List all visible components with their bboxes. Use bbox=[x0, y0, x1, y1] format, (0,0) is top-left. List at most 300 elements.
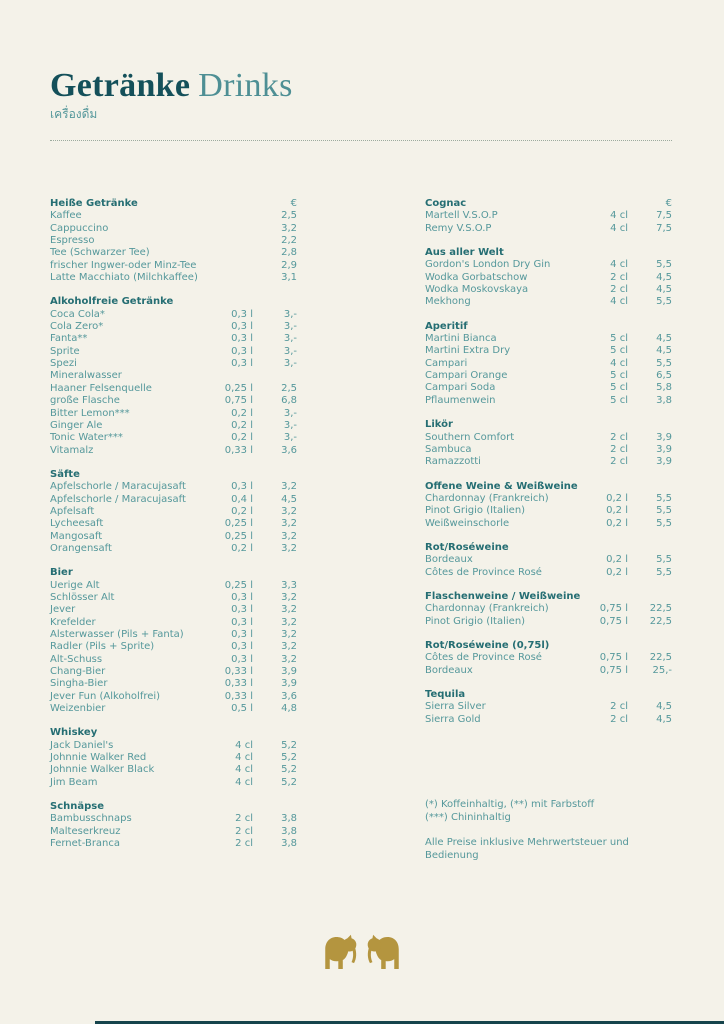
section-title: Säfte bbox=[50, 468, 80, 480]
item-name: Southern Comfort bbox=[425, 431, 515, 443]
menu-item-row bbox=[425, 701, 672, 713]
item-quantity: 2 cl bbox=[610, 701, 628, 713]
menu-section bbox=[50, 469, 297, 555]
item-name: Malteserkreuz bbox=[50, 825, 121, 837]
item-quantity: 5 cl bbox=[610, 333, 628, 345]
menu-item-row bbox=[50, 518, 297, 530]
item-price: 3,- bbox=[283, 308, 297, 320]
item-quantity: 0,3 l bbox=[231, 308, 253, 320]
currency-header bbox=[253, 567, 297, 579]
item-name: Côtes de Province Rosé bbox=[425, 566, 542, 578]
item-name: Fanta** bbox=[50, 333, 88, 345]
item-price: 6,8 bbox=[281, 395, 297, 407]
menu-item-row bbox=[50, 333, 297, 345]
item-name: Singha-Bier bbox=[50, 678, 108, 690]
menu-item-row bbox=[425, 603, 672, 615]
footnote-line: (***) Chininhaltig bbox=[425, 812, 511, 824]
item-quantity bbox=[574, 198, 628, 210]
item-quantity bbox=[574, 689, 628, 701]
menu-item-row bbox=[425, 554, 672, 566]
price-note: Alle Preise inklusive Mehrwertsteuer und Bedienung bbox=[425, 837, 629, 862]
menu-item-row bbox=[50, 604, 297, 616]
item-price: 3,2 bbox=[281, 518, 297, 530]
item-name: Pinot Grigio (Italien) bbox=[425, 615, 526, 627]
item-name: Radler (Pils + Sprite) bbox=[50, 641, 155, 653]
item-price: 3,- bbox=[283, 419, 297, 431]
menu-item-row bbox=[425, 382, 672, 394]
menu-item-row bbox=[50, 247, 297, 259]
item-quantity: 0,3 l bbox=[231, 333, 253, 345]
item-quantity: 0,2 l bbox=[606, 554, 628, 566]
section-title: Bier bbox=[50, 567, 73, 579]
section-header-row bbox=[425, 321, 672, 333]
item-name: Alsterwasser (Pils + Fanta) bbox=[50, 629, 184, 640]
menu-item-row bbox=[50, 543, 297, 555]
item-price: 3,2 bbox=[281, 481, 297, 493]
menu-item-row bbox=[50, 260, 297, 272]
item-name: Krefelder bbox=[50, 616, 96, 628]
item-name: Apfelschorle / Maracujasaft bbox=[50, 493, 186, 505]
item-name: frischer Ingwer-oder Minz-Tee bbox=[50, 259, 197, 271]
item-name: Campari Orange bbox=[425, 370, 508, 382]
item-name: Sierra Gold bbox=[425, 713, 481, 725]
item-quantity: 5 cl bbox=[610, 345, 628, 357]
section-title: Aperitif bbox=[425, 320, 468, 332]
menu-item-row bbox=[50, 813, 297, 825]
menu-item-row bbox=[50, 580, 297, 592]
menu-section bbox=[50, 198, 297, 284]
item-price: 6,5 bbox=[656, 370, 672, 382]
menu-header bbox=[50, 68, 672, 122]
item-quantity bbox=[199, 370, 253, 382]
item-price: 22,5 bbox=[649, 603, 672, 615]
currency-header bbox=[628, 247, 672, 259]
item-price: 3,2 bbox=[281, 591, 297, 603]
menu-column-right-sections bbox=[425, 198, 672, 726]
menu-column-right bbox=[425, 198, 672, 862]
item-name: Wodka Gorbatschow bbox=[425, 271, 528, 283]
item-name: Weißweinschorle bbox=[425, 517, 510, 529]
item-price: 5,5 bbox=[656, 492, 672, 504]
menu-section bbox=[425, 689, 672, 726]
item-name: Ginger Ale bbox=[50, 419, 103, 431]
item-quantity: 2 cl bbox=[610, 271, 628, 283]
menu-item-row bbox=[425, 432, 672, 444]
item-quantity: 0,25 l bbox=[224, 518, 253, 530]
menu-item-row bbox=[50, 826, 297, 838]
item-price: 5,5 bbox=[656, 517, 672, 529]
item-price: 3,2 bbox=[281, 222, 297, 234]
item-quantity: 0,75 l bbox=[599, 603, 628, 615]
item-name: Cola Zero* bbox=[50, 321, 104, 333]
item-quantity: 0,3 l bbox=[231, 641, 253, 653]
menu-item-row bbox=[425, 284, 672, 296]
menu-section bbox=[425, 640, 672, 677]
item-quantity: 0,75 l bbox=[599, 652, 628, 664]
section-header-row bbox=[425, 198, 672, 210]
item-name: Bitter Lemon*** bbox=[50, 407, 130, 419]
elephant-icon bbox=[365, 930, 401, 972]
item-quantity: 2 cl bbox=[610, 284, 628, 296]
item-name: Uerige Alt bbox=[50, 579, 100, 591]
item-price: 25,- bbox=[652, 664, 672, 676]
menu-item-row bbox=[50, 395, 297, 407]
menu-item-row bbox=[50, 432, 297, 444]
section-title: Tequila bbox=[425, 689, 466, 700]
menu-item-row bbox=[50, 531, 297, 543]
item-name: Sierra Silver bbox=[425, 701, 486, 713]
item-quantity: 0,3 l bbox=[231, 358, 253, 370]
item-quantity: 0,2 l bbox=[231, 419, 253, 431]
menu-item-row bbox=[50, 272, 297, 284]
item-quantity: 0,75 l bbox=[224, 395, 253, 407]
item-price: 3,2 bbox=[281, 653, 297, 665]
item-name: Jack Daniel's bbox=[50, 739, 114, 751]
item-quantity: 0,2 l bbox=[606, 505, 628, 517]
item-quantity: 2 cl bbox=[235, 825, 253, 837]
item-name: Mineralwasser bbox=[50, 370, 122, 382]
item-name: Sambuca bbox=[425, 443, 472, 455]
menu-item-row bbox=[50, 445, 297, 457]
menu-column-left bbox=[50, 198, 297, 863]
menu-item-row bbox=[50, 358, 297, 370]
section-header-row bbox=[50, 469, 297, 481]
item-price: 3,2 bbox=[281, 530, 297, 542]
menu-item-row bbox=[425, 652, 672, 664]
title-english: Drinks bbox=[198, 67, 293, 104]
item-name: Campari bbox=[425, 357, 468, 369]
item-price: 4,5 bbox=[656, 701, 672, 713]
item-price: 4,5 bbox=[656, 345, 672, 357]
item-quantity bbox=[199, 247, 253, 259]
item-name: Spezi bbox=[50, 358, 77, 370]
item-quantity: 4 cl bbox=[610, 259, 628, 271]
item-quantity: 0,33 l bbox=[224, 444, 253, 456]
menu-item-row bbox=[425, 259, 672, 271]
menu-item-row bbox=[50, 666, 297, 678]
item-quantity: 4 cl bbox=[610, 210, 628, 222]
item-name: Fernet-Branca bbox=[50, 838, 121, 850]
menu-item-row bbox=[425, 567, 672, 579]
section-header-row bbox=[425, 419, 672, 431]
item-quantity: 0,3 l bbox=[231, 604, 253, 616]
item-name: Martini Bianca bbox=[425, 333, 497, 345]
section-header-row bbox=[425, 542, 672, 554]
item-price: 3,6 bbox=[281, 690, 297, 702]
item-quantity bbox=[199, 727, 253, 739]
item-name: Lycheesaft bbox=[50, 518, 104, 530]
item-quantity: 0,3 l bbox=[231, 591, 253, 603]
item-price: 22,5 bbox=[649, 615, 672, 627]
menu-item-row bbox=[425, 223, 672, 235]
item-quantity bbox=[574, 321, 628, 333]
item-quantity: 0,2 l bbox=[606, 566, 628, 578]
item-price: 3,9 bbox=[656, 443, 672, 455]
section-title: Alkoholfreie Getränke bbox=[50, 296, 174, 308]
item-quantity: 0,2 l bbox=[231, 505, 253, 517]
item-name: Johnnie Walker Black bbox=[50, 764, 155, 776]
title-german: Getränke bbox=[50, 67, 191, 104]
item-quantity bbox=[199, 210, 253, 222]
item-name: Jever Fun (Alkoholfrei) bbox=[50, 690, 161, 702]
item-price: 22,5 bbox=[649, 652, 672, 664]
item-quantity: 4 cl bbox=[610, 222, 628, 234]
item-price: 4,5 bbox=[656, 284, 672, 296]
menu-item-row bbox=[50, 481, 297, 493]
item-price: 3,8 bbox=[281, 825, 297, 837]
item-quantity: 2 cl bbox=[610, 431, 628, 443]
item-name: Bambusschnaps bbox=[50, 813, 132, 825]
item-name: Cappuccino bbox=[50, 222, 109, 234]
currency-header bbox=[253, 801, 297, 813]
menu-item-row bbox=[50, 617, 297, 629]
item-quantity bbox=[580, 591, 631, 603]
footnotes bbox=[425, 798, 672, 824]
item-quantity: 4 cl bbox=[235, 764, 253, 776]
item-name: Wodka Moskovskaya bbox=[425, 284, 529, 296]
item-price: 3,3 bbox=[281, 579, 297, 591]
item-quantity: 0,3 l bbox=[231, 481, 253, 493]
item-price: 4,5 bbox=[281, 493, 297, 505]
item-price: 3,9 bbox=[656, 456, 672, 468]
menu-item-row bbox=[50, 838, 297, 850]
item-price: 5,5 bbox=[656, 566, 672, 578]
item-name: Mangosaft bbox=[50, 530, 103, 542]
menu-item-row bbox=[50, 210, 297, 222]
item-price: 3,2 bbox=[281, 641, 297, 653]
menu-item-row bbox=[425, 665, 672, 677]
dotted-divider bbox=[50, 140, 672, 141]
menu-item-row bbox=[425, 714, 672, 726]
item-quantity: 0,2 l bbox=[231, 542, 253, 554]
item-quantity: 0,3 l bbox=[231, 616, 253, 628]
section-header-row bbox=[50, 727, 297, 739]
menu-item-row bbox=[50, 420, 297, 432]
item-quantity: 0,5 l bbox=[231, 703, 253, 715]
menu-item-row bbox=[50, 764, 297, 776]
item-quantity bbox=[199, 469, 253, 481]
item-name: Tee (Schwarzer Tee) bbox=[50, 247, 150, 259]
currency-header bbox=[253, 727, 297, 739]
menu-item-row bbox=[50, 346, 297, 358]
menu-section bbox=[50, 567, 297, 715]
item-price: 5,5 bbox=[656, 505, 672, 517]
menu-item-row bbox=[425, 444, 672, 456]
section-header-row bbox=[425, 689, 672, 701]
item-quantity bbox=[574, 640, 628, 652]
item-name: Martini Extra Dry bbox=[425, 345, 511, 357]
item-name: Coca Cola* bbox=[50, 308, 105, 320]
item-price: 3,2 bbox=[281, 505, 297, 517]
item-price: 5,5 bbox=[656, 554, 672, 566]
item-quantity: 2 cl bbox=[235, 813, 253, 825]
section-title: Flaschenweine / Weißweine bbox=[425, 590, 581, 602]
item-quantity: 0,2 l bbox=[231, 432, 253, 444]
item-name: Bordeaux bbox=[425, 664, 473, 676]
item-quantity: 0,33 l bbox=[224, 690, 253, 702]
item-name: Martell V.S.O.P bbox=[425, 210, 498, 222]
item-price: 3,- bbox=[283, 321, 297, 333]
item-quantity bbox=[199, 198, 253, 210]
title-thai: เครื่องดื่ม bbox=[50, 107, 98, 121]
item-price: 3,- bbox=[283, 432, 297, 444]
menu-item-row bbox=[50, 641, 297, 653]
item-quantity bbox=[199, 801, 253, 813]
section-header-row bbox=[425, 591, 672, 603]
page-title bbox=[50, 68, 672, 104]
item-name: Remy V.S.O.P bbox=[425, 222, 492, 234]
item-name: Pflaumenwein bbox=[425, 394, 496, 406]
menu-item-row bbox=[425, 210, 672, 222]
item-name: Orangensaft bbox=[50, 542, 112, 554]
item-name: Vitamalz bbox=[50, 444, 94, 456]
item-quantity: 0,3 l bbox=[231, 345, 253, 357]
menu-section bbox=[425, 591, 672, 628]
currency-header bbox=[628, 419, 672, 431]
currency-header bbox=[631, 591, 672, 603]
currency-header bbox=[628, 640, 672, 652]
item-name: Sprite bbox=[50, 345, 80, 357]
item-name: Jim Beam bbox=[50, 776, 98, 788]
item-quantity: 2 cl bbox=[235, 838, 253, 850]
item-name: Tonic Water*** bbox=[50, 432, 123, 444]
item-name: Latte Macchiato (Milchkaffee) bbox=[50, 272, 198, 284]
section-header-row bbox=[50, 198, 297, 210]
menu-item-row bbox=[425, 456, 672, 468]
item-quantity bbox=[199, 235, 253, 247]
menu-item-row bbox=[50, 703, 297, 715]
item-quantity: 0,2 l bbox=[606, 492, 628, 504]
section-header-row bbox=[50, 296, 297, 308]
menu-item-row bbox=[425, 345, 672, 357]
item-price: 4,5 bbox=[656, 271, 672, 283]
item-quantity bbox=[199, 260, 253, 272]
item-price: 2,9 bbox=[281, 259, 297, 271]
section-title: Heiße Getränke bbox=[50, 198, 138, 209]
item-price: 5,5 bbox=[656, 296, 672, 308]
item-quantity bbox=[199, 567, 253, 579]
menu-item-row bbox=[425, 505, 672, 517]
item-quantity: 0,33 l bbox=[224, 666, 253, 678]
item-name: Espresso bbox=[50, 235, 95, 247]
footnote-line: (*) Koffeinhaltig, (**) mit Farbstoff bbox=[425, 799, 595, 811]
section-header-row bbox=[425, 640, 672, 652]
item-name: Pinot Grigio (Italien) bbox=[425, 505, 526, 517]
item-quantity: 4 cl bbox=[235, 752, 253, 764]
currency-header bbox=[628, 542, 672, 554]
item-price: 4,5 bbox=[656, 713, 672, 725]
currency-header bbox=[253, 296, 297, 308]
item-quantity bbox=[199, 272, 253, 284]
item-price: 3,2 bbox=[281, 629, 297, 640]
item-quantity: 4 cl bbox=[610, 296, 628, 308]
item-quantity: 0,25 l bbox=[224, 382, 253, 394]
item-name: Apfelsaft bbox=[50, 505, 95, 517]
currency-header bbox=[628, 321, 672, 333]
section-title: Aus aller Welt bbox=[425, 247, 504, 259]
item-quantity: 0,3 l bbox=[231, 629, 253, 640]
item-price: 3,- bbox=[283, 358, 297, 370]
section-header-row bbox=[425, 247, 672, 259]
menu-item-row bbox=[425, 395, 672, 407]
menu-item-row bbox=[50, 752, 297, 764]
menu-item-row bbox=[50, 740, 297, 752]
item-price: 3,9 bbox=[656, 431, 672, 443]
menu-item-row bbox=[425, 370, 672, 382]
item-price: 7,5 bbox=[656, 210, 672, 222]
item-quantity bbox=[574, 419, 628, 431]
menu-item-row bbox=[50, 235, 297, 247]
item-quantity: 0,3 l bbox=[231, 321, 253, 333]
item-name: Weizenbier bbox=[50, 703, 106, 715]
item-quantity: 0,2 l bbox=[231, 407, 253, 419]
menu-item-row bbox=[50, 309, 297, 321]
item-name: Bordeaux bbox=[425, 554, 473, 566]
menu-item-row bbox=[50, 321, 297, 333]
item-name: Chardonnay (Frankreich) bbox=[425, 603, 549, 615]
menu-item-row bbox=[50, 408, 297, 420]
currency-header: € bbox=[290, 198, 297, 209]
menu-item-row bbox=[425, 358, 672, 370]
section-title: Likör bbox=[425, 419, 453, 431]
menu-section bbox=[50, 727, 297, 789]
item-quantity bbox=[574, 542, 628, 554]
menu-item-row bbox=[50, 691, 297, 703]
item-quantity: 4 cl bbox=[235, 776, 253, 788]
item-price bbox=[253, 370, 297, 382]
item-name: Schlösser Alt bbox=[50, 591, 115, 603]
item-price: 3,8 bbox=[281, 838, 297, 850]
item-price: 3,9 bbox=[281, 666, 297, 678]
menu-item-row bbox=[425, 616, 672, 628]
item-price: 5,2 bbox=[281, 764, 297, 776]
menu-item-row bbox=[50, 629, 297, 641]
item-name: Côtes de Province Rosé bbox=[425, 652, 542, 664]
menu-section bbox=[425, 481, 672, 530]
item-name: Johnnie Walker Red bbox=[50, 752, 147, 764]
item-price: 5,2 bbox=[281, 776, 297, 788]
section-header-row bbox=[50, 801, 297, 813]
item-price: 3,- bbox=[283, 333, 297, 345]
item-price: 3,9 bbox=[281, 678, 297, 690]
item-price: 3,2 bbox=[281, 604, 297, 616]
item-price: 5,5 bbox=[656, 259, 672, 271]
menu-item-row bbox=[50, 506, 297, 518]
item-quantity bbox=[578, 481, 630, 493]
item-quantity: 0,75 l bbox=[599, 664, 628, 676]
menu-section bbox=[50, 801, 297, 850]
menu-item-row bbox=[50, 654, 297, 666]
currency-header bbox=[253, 469, 297, 481]
item-name: Campari Soda bbox=[425, 382, 496, 394]
section-title: Offene Weine & Weißweine bbox=[425, 480, 578, 492]
item-price: 5,8 bbox=[656, 382, 672, 394]
item-name: Alt-Schuss bbox=[50, 653, 103, 665]
item-price: 3,- bbox=[283, 407, 297, 419]
item-price: 3,8 bbox=[656, 394, 672, 406]
item-quantity: 0,25 l bbox=[224, 530, 253, 542]
item-name: Mekhong bbox=[425, 296, 471, 308]
item-quantity: 4 cl bbox=[235, 739, 253, 751]
item-quantity bbox=[199, 223, 253, 235]
item-price: 3,2 bbox=[281, 616, 297, 628]
item-name: Chardonnay (Frankreich) bbox=[425, 492, 549, 504]
item-price: 3,8 bbox=[281, 813, 297, 825]
currency-header: € bbox=[665, 198, 672, 209]
menu-item-row bbox=[50, 678, 297, 690]
menu-item-row bbox=[50, 777, 297, 789]
item-price: 3,- bbox=[283, 345, 297, 357]
